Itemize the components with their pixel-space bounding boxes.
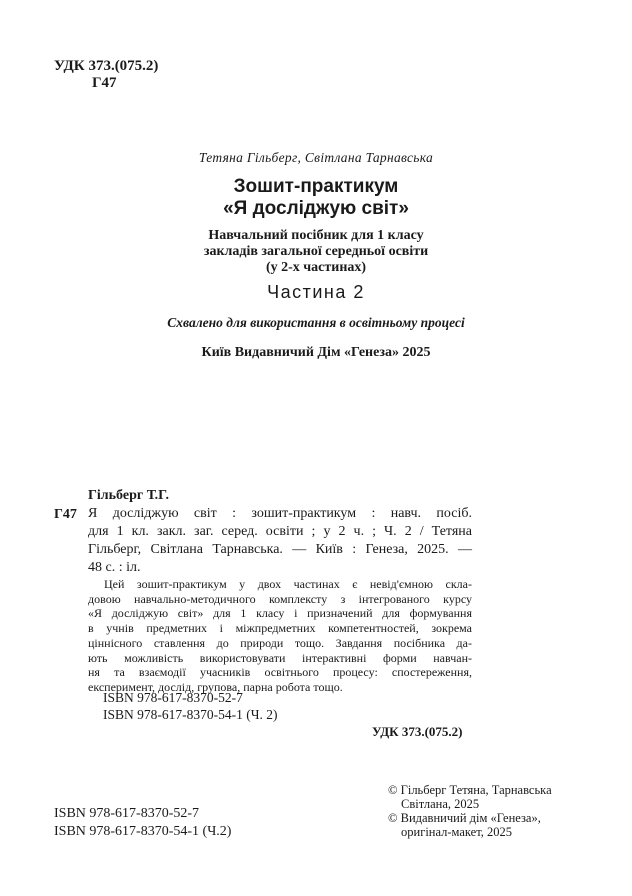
annotation	[88, 577, 472, 695]
catalog-author: Гільберг Т.Г.	[88, 488, 169, 503]
authors: Тетяна Гільберг, Світлана Тарнавська	[198, 150, 434, 165]
book-title-line-2: «Я досліджую світ»	[223, 198, 409, 219]
description-line-2: закладів загальної середньої освіти	[203, 244, 429, 259]
approval-note: Схвалено для використання в освітньому процесі	[167, 315, 465, 330]
catalog-line: для 1 кл. закл. заг. серед. освіти ; у 2 ч. ; Ч. 2 / Тетяна	[88, 524, 472, 539]
annotation-line: довою навчально-методичного комплексту з інтегрованого курсу	[88, 591, 472, 606]
book-description	[0, 228, 632, 276]
copyright-block	[388, 783, 552, 839]
copyright-line: оригінал-макет, 2025	[401, 825, 512, 839]
annotation-line: експеримент, дослід, групова, парна робота тощо.	[88, 679, 343, 694]
udk-bottom: УДК 373.(075.2)	[372, 724, 463, 739]
catalog-description	[88, 505, 472, 577]
isbn-line: ISBN 978-617-8370-52-7	[54, 806, 200, 821]
catalog-line: Гільберг, Світлана Тарнавська. — Київ : Генеза, 2025. —	[88, 542, 472, 557]
isbn-line: ISBN 978-617-8370-52-7	[103, 690, 243, 705]
book-title	[0, 176, 632, 220]
isbn-line: ISBN 978-617-8370-54-1 (Ч.2)	[54, 824, 232, 839]
description-line-3: (у 2-х частинах)	[265, 260, 367, 275]
annotation-line: в учнів предметних і міжпредметних компетентностей, зокрема	[88, 621, 472, 636]
annotation-line: ня та взаємодії учасників освітнього процесу: спостереження,	[88, 665, 472, 680]
catalog-line: 48 с. : іл.	[88, 560, 141, 575]
description-line-1: Навчальний посібник для 1 класу	[208, 228, 424, 243]
library-index: Г47	[92, 75, 117, 91]
catalog-index: Г47	[54, 507, 77, 522]
copyright-line: © Гільберг Тетяна, Тарнавська	[388, 783, 552, 797]
copyright-line: Світлана, 2025	[401, 797, 480, 811]
catalog-line: Я досліджую світ : зошит-практикум : навч. посіб.	[88, 506, 472, 521]
annotation-line: ціннісного ставлення до природи тощо. Завдання посібника да-	[88, 635, 472, 650]
isbn-block-middle	[103, 689, 278, 723]
annotation-line: «Я досліджую світ» для 1 класу і призначений для формування	[88, 606, 472, 621]
book-title-line-1: Зошит-практикум	[233, 176, 399, 197]
copyright-line: © Видавничий дім «Генеза»,	[388, 811, 541, 825]
isbn-block-bottom	[54, 805, 231, 841]
annotation-line: ють можливість використовувати інтерактивні форми навчан-	[88, 650, 472, 665]
udk-code: УДК 373.(075.2)	[54, 58, 159, 74]
isbn-line: ISBN 978-617-8370-54-1 (Ч. 2)	[103, 707, 278, 722]
publisher-line: Київ Видавничий Дім «Генеза» 2025	[201, 345, 431, 360]
udk-top	[54, 58, 158, 92]
annotation-line: Цей зошит-практикум у двох частинах є невід'ємною скла-	[104, 577, 472, 591]
part-number: Частина 2	[267, 282, 365, 302]
